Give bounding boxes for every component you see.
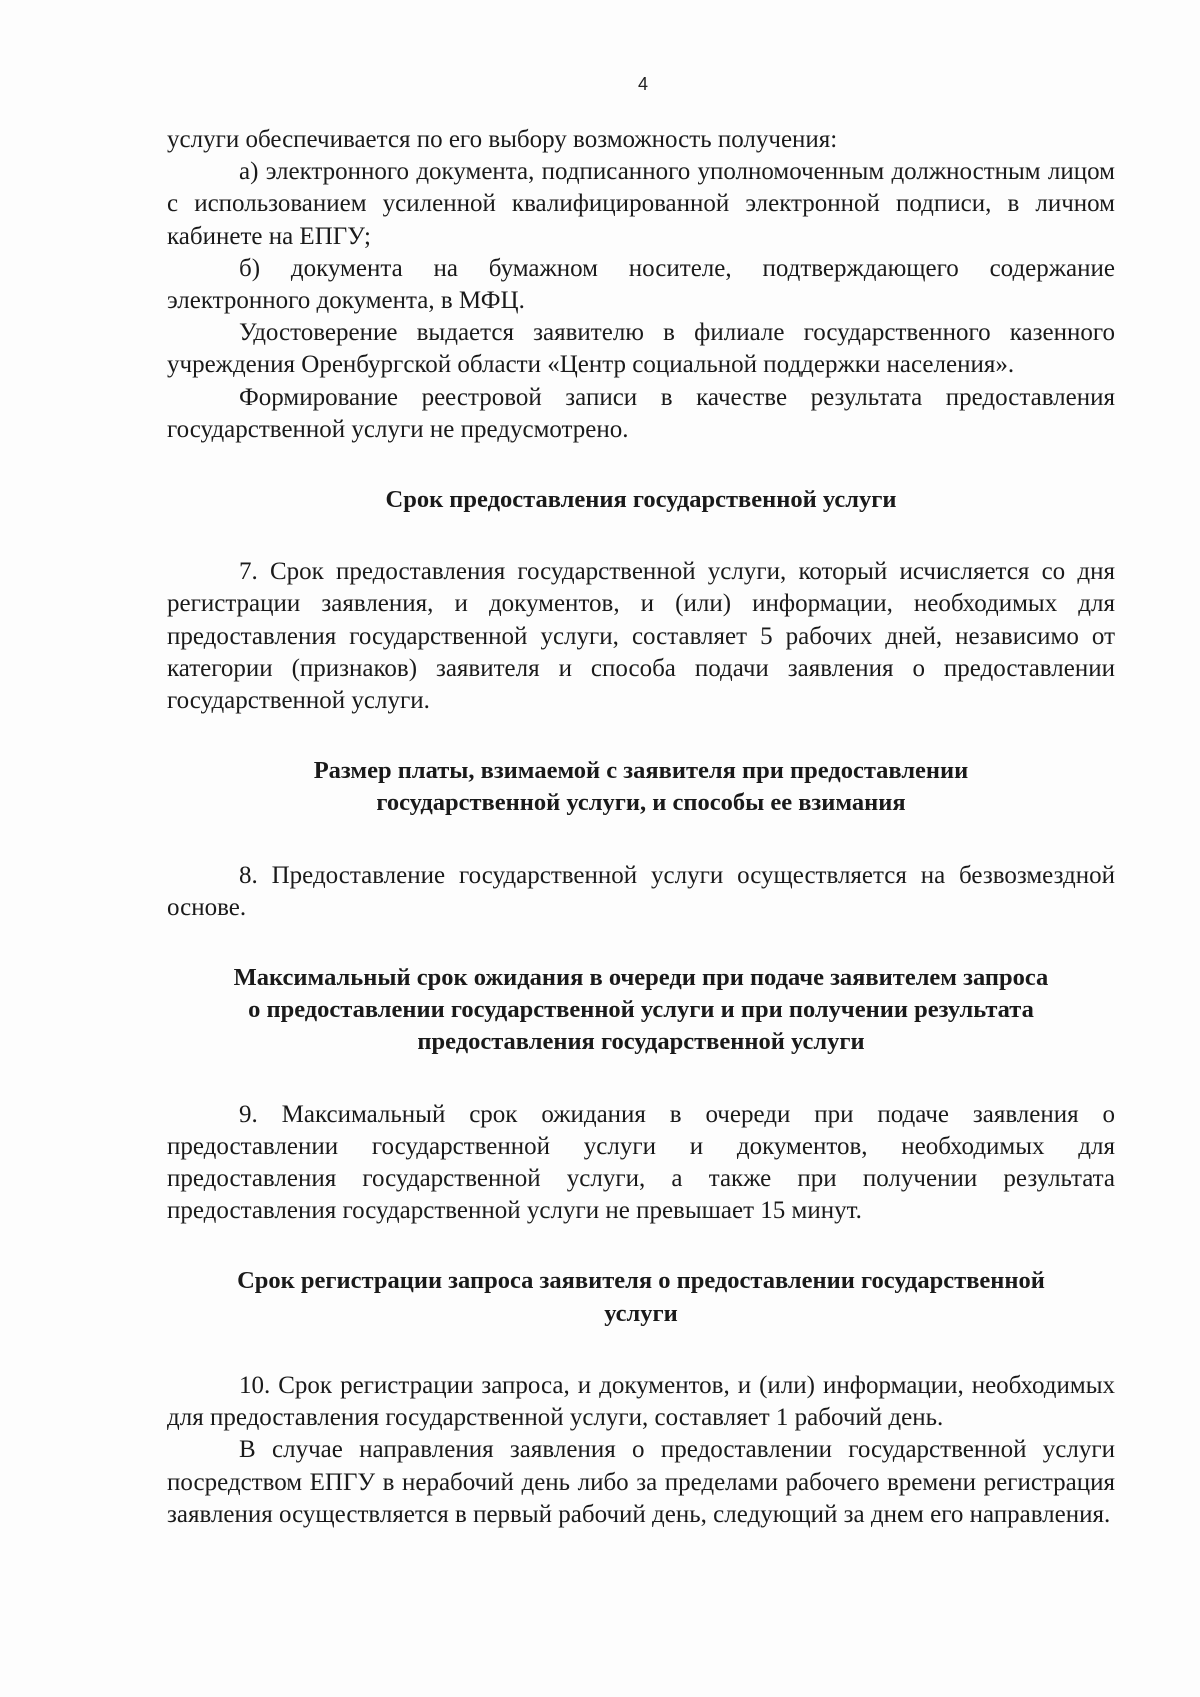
paragraph-item-b: б) документа на бумажном носителе, подтверждающего содержание электронного документа, в МФЦ. (167, 254, 1115, 315)
paragraph-item-a: а) электронного документа, подписанного уполномоченным должностным лицом с использованием усиленной квалифицированной электронной подписи, в личном кабинете на ЕПГУ; (167, 158, 1115, 250)
heading-service-term: Срок предоставления государственной услуги (385, 486, 897, 514)
heading-registration-line-2: услуги (604, 1299, 678, 1327)
document-body (167, 124, 1115, 1531)
paragraph-clause-8: 8. Предоставление государственной услуги осуществляется на безвозмездной основе. (167, 861, 1115, 921)
paragraph-nonworking-day: В случае направления заявления о предоставлении государственной услуги посредством ЕПГУ в нерабочий день либо за пределами рабочего времени регистрация заявления осуществляется в первый рабочий день, следующий за днем его направления. (167, 1436, 1115, 1528)
heading-queue-line-2: о предоставлении государственной услуги и при получении результата (248, 996, 1034, 1024)
heading-queue-time (167, 962, 1115, 1059)
heading-queue-line-1: Максимальный срок ожидания в очереди при подаче заявителем запроса (233, 964, 1049, 992)
paragraph-intro: услуги обеспечивается по его выбору возможность получения: (167, 126, 838, 153)
heading-queue-line-3: предоставления государственной услуги (417, 1028, 865, 1056)
heading-fee (167, 755, 1115, 819)
paragraph-clause-7: 7. Срок предоставления государственной услуги, который исчисляется со дня регистрации заявления, и документов, и (или) информации, необходимых для предоставления государственной услуги, составляет 5 рабочих дней, независимо от категории (признаков) заявителя и способа подачи заявления о предоставлении государственной услуги. (167, 558, 1115, 715)
heading-fee-line-1: Размер платы, взимаемой с заявителя при предоставлении (313, 757, 969, 785)
heading-registration-term (167, 1265, 1115, 1329)
paragraph-clause-10: 10. Срок регистрации запроса, и документов, и (или) информации, необходимых для предоставления государственной услуги, составляет 1 рабочий день. (167, 1371, 1115, 1432)
paragraph-certificate: Удостоверение выдается заявителю в филиале государственного казенного учреждения Оренбургской области «Центр социальной поддержки населения». (167, 319, 1115, 379)
heading-registration-line-1: Срок регистрации запроса заявителя о предоставлении государственной (237, 1267, 1045, 1295)
heading-fee-line-2: государственной услуги, и способы ее взимания (376, 789, 906, 817)
page-number: 4 (637, 74, 648, 94)
paragraph-clause-9: 9. Максимальный срок ожидания в очереди при подаче заявления о предоставлении государственной услуги и документов, необходимых для предоставления государственной услуги, а также при получении результата предоставления государственной услуги не превышает 15 минут. (167, 1100, 1115, 1225)
paragraph-registry-record: Формирование реестровой записи в качестве результата предоставления государственной услуги не предусмотрено. (167, 383, 1115, 443)
